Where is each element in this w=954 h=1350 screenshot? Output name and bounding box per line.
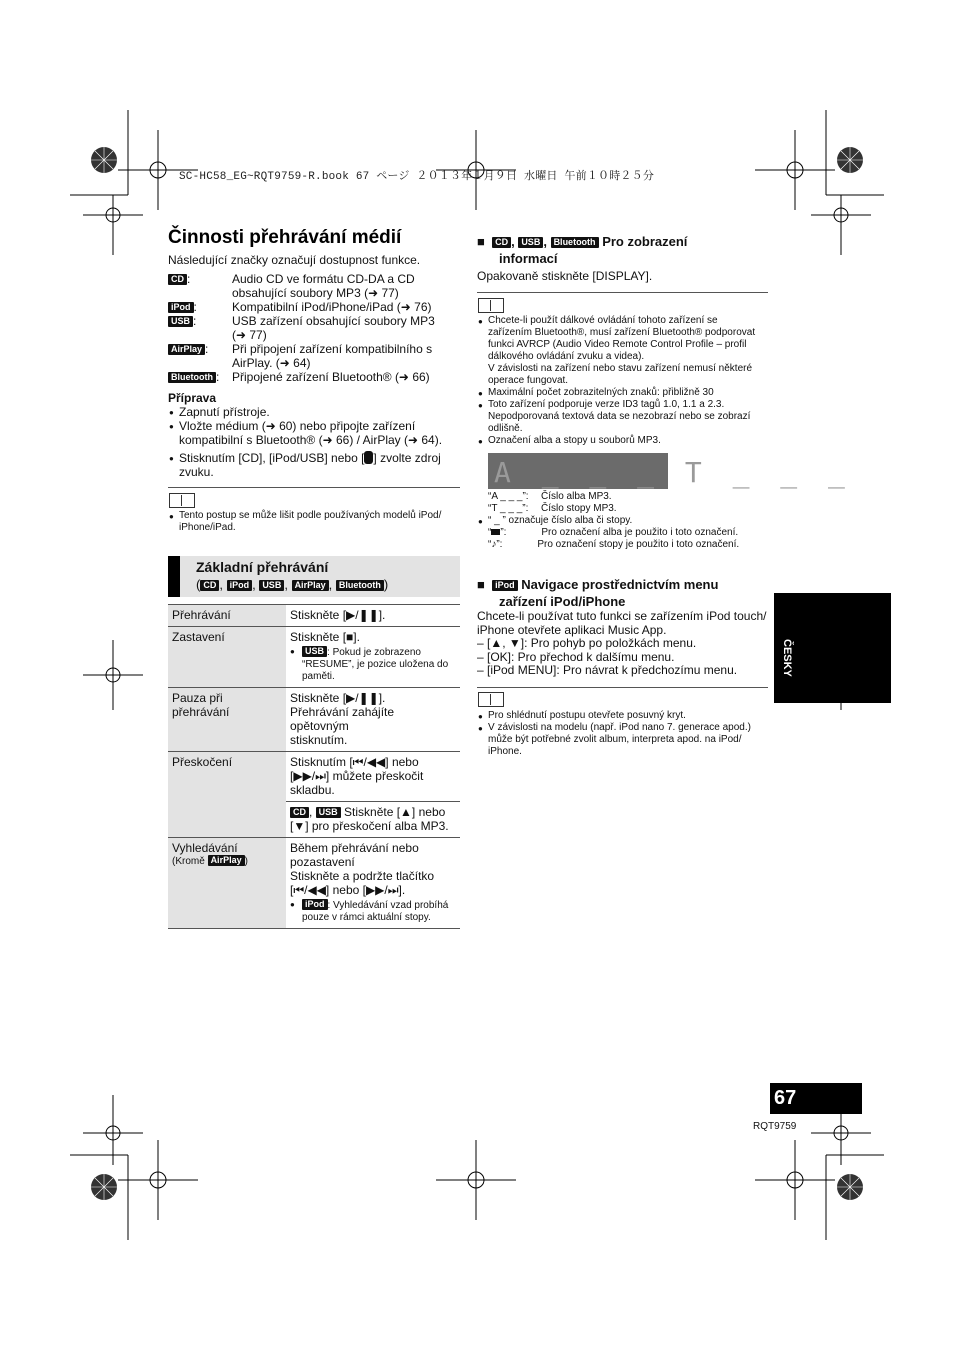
legend-ipod: iPod :	[168, 300, 197, 314]
notes-bluetooth: ● Chcete-li použít dálkové ovládání tohoto zařízení se zařízením Bluetooth®, musí zařízení Bluetooth® podporovat funkci AVRCP (Audio Video Remote Control Profile – profil dálkového ovládání zvuku a videa). V závislosti na zařízení nebo stavu zařízení nemusí některé operace fungovat. ● Maximální počet zobrazitelných znaků: přibližně 30 ● Toto zařízení podporuje verze ID3 tagů 1.0, 1.1 a 2.3. Nepodporovaná textová data se nezobrazí nebo se zobrazí odlišně. ● Označení alba a stopy u souborů MP3.	[488, 315, 768, 447]
legend-usb-desc: USB zařízení obsahující soubory MP3 (➜ 77)	[232, 314, 435, 342]
language-tab: ČESKY	[774, 593, 891, 703]
ipod-badge: iPod	[168, 302, 194, 313]
table-row: Zastavení Stiskněte [■]. ● USB : Pokud je zobrazeno “RESUME”, je pozice uložena do paměti.	[168, 627, 460, 688]
legend-airplay: AirPlay :	[168, 342, 208, 356]
legend-airplay-desc: Při připojení zařízení kompatibilního s AirPlay. (➜ 64)	[232, 342, 433, 370]
airplay-badge: AirPlay	[168, 344, 205, 355]
page-number-box: 67	[770, 1083, 862, 1114]
section-display-info-title: ■ CD , USB , Bluetooth Pro zobrazení informací	[477, 234, 688, 266]
bluetooth-badge: Bluetooth	[168, 372, 216, 383]
legend-ipod-desc: Kompatibilní iPod/iPhone/iPad (➜ 76)	[232, 300, 432, 314]
note-text: ● Tento postup se může lišit podle používaných modelů iPod/ iPhone/iPad.	[179, 510, 441, 534]
music-note-icon: ♪	[491, 539, 497, 550]
prep-list: ● Zapnutí přístroje. ● Vložte médium (➜ 60) nebo připojte zařízení kompatibilní s Bluetooth® (➜ 66) / AirPlay (➜ 64). ● Stisknutím [CD], [iPod/USB] nebo [ ] zvolte zdroj zvuku.	[179, 405, 442, 479]
table-row: Přehrávání Stiskněte [▶/❚❚].	[168, 605, 460, 627]
ipod-navigation-text: Chcete-li používat tuto funkci se zařízením iPod touch/ iPhone otevřete aplikaci Music App. – [▲, ▼]: Pro pohyb po položkách menu. – [OK]: Pro přechod k dalšímu menu. – [iPod MENU]: Pro návrat k předchozímu menu.	[477, 609, 767, 677]
divider	[477, 292, 768, 293]
basic-playback-title: Základní přehrávání	[196, 559, 329, 575]
usb-badge: USB	[168, 316, 193, 327]
table-row: Vyhledávání (Kromě AirPlay ) Během přehrávání nebo pozastavení Stiskněte a podržte tlačítko [⏮/◀◀] nebo [▶▶/⏭]. ● iPod : Vyhledávání vzad probíhá pouze v rámci aktuální stopy.	[168, 838, 460, 929]
display-instruction: Opakovaně stiskněte [DISPLAY].	[477, 269, 653, 283]
table-row: Pauza při přehrávání Stiskněte [▶/❚❚]. Přehrávání zahájíte opětovným stisknutím.	[168, 688, 460, 752]
folder-icon	[491, 529, 500, 535]
divider	[168, 487, 460, 488]
note-icon	[478, 692, 504, 712]
operations-table	[168, 604, 460, 929]
table-row: Přeskočení Stisknutím [⏮/◀◀] nebo [▶▶/⏭] můžete přeskočit skladbu.	[168, 752, 460, 802]
document-code: RQT9759	[753, 1121, 797, 1132]
legend-cd-desc: Audio CD ve formátu CD-DA a CD obsahující soubory MP3 (➜ 77)	[232, 272, 415, 300]
lcd-legend: “A _ _ _”: Číslo alba MP3. “T _ _ _”: Číslo stopy MP3. ● “ _ ” označuje číslo alba či stopy. “ ”: Pro označení alba je použito i toto označení. “♪”: Pro označení stopy je použito i toto označení.	[488, 491, 768, 551]
basic-playback-header	[168, 556, 460, 597]
table-row: CD , USB Stiskněte [▲] nebo [▼] pro přeskočení alba MP3.	[168, 802, 460, 838]
page-title: Činnosti přehrávání médií	[168, 227, 402, 248]
lcd-display: A _ _ _ T _ _ _	[488, 453, 668, 489]
intro-text: Následující značky označují dostupnost funkce.	[168, 253, 421, 267]
notes-ipod: ● Pro shlédnutí postupu otevřete posuvný kryt. ● V závislosti na modelu (např. iPod nano 7. generace apod.) může být potřebné zvolit album, interpreta apod. na iPod/ iPhone.	[488, 710, 768, 758]
cd-badge: CD	[168, 274, 187, 285]
file-info-header: SC-HC58_EG~RQT9759-R.book 67 ページ ２０１３年１月９日 水曜日 午前１０時２５分	[179, 171, 655, 183]
legend-cd: CD :	[168, 272, 190, 286]
legend-bluetooth-desc: Připojené zařízení Bluetooth® (➜ 66)	[232, 370, 430, 384]
preparation-title: Příprava	[168, 391, 217, 405]
basic-playback-badges: ( CD , iPod , USB , AirPlay , Bluetooth )	[196, 577, 389, 592]
legend-usb: USB :	[168, 314, 196, 328]
section-ipod-navigation-title: ■ iPod Navigace prostřednictvím menu zařízení iPod/iPhone	[477, 577, 719, 609]
legend-bluetooth: Bluetooth :	[168, 370, 219, 384]
divider	[477, 687, 768, 688]
